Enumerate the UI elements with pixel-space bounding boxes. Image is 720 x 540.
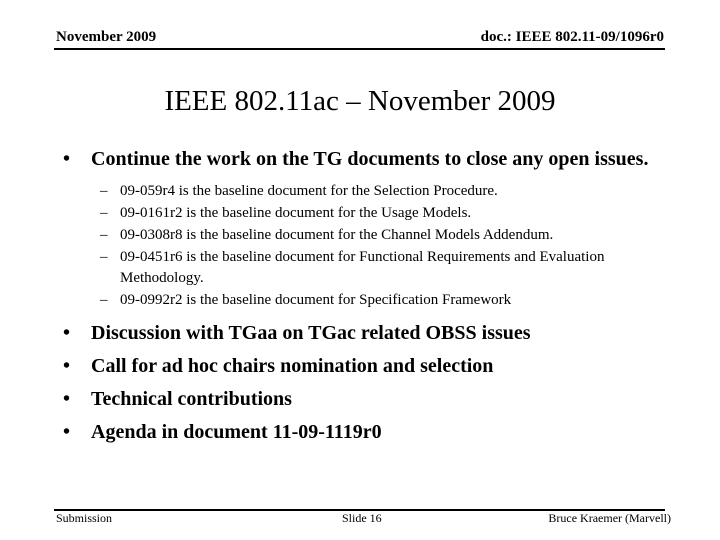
bullet-marker: • bbox=[63, 148, 71, 170]
bullet-text: Continue the work on the TG documents to close any open issues. bbox=[91, 148, 649, 170]
sub-bullet-item bbox=[100, 225, 680, 246]
sub-bullet-marker: – bbox=[100, 183, 108, 199]
bullet-item bbox=[60, 320, 680, 346]
bullet-marker: • bbox=[63, 421, 71, 443]
bullet-item bbox=[60, 386, 680, 412]
footer-slide-number: Slide 16 bbox=[342, 511, 382, 525]
sub-bullet-marker: – bbox=[100, 291, 108, 308]
sub-bullet-item bbox=[100, 247, 680, 288]
bullet-item bbox=[60, 146, 680, 172]
slide-title: IEEE 802.11ac – November 2009 bbox=[164, 85, 556, 117]
sub-bullet-item bbox=[100, 181, 680, 202]
sub-bullet-text: 09-0451r6 is the baseline document for Functional Requirements and Evaluation Methodology. bbox=[120, 249, 605, 286]
bullet-text: Technical contributions bbox=[91, 388, 292, 410]
sub-bullet-text: 09-059r4 is the baseline document for the Selection Procedure. bbox=[120, 183, 498, 199]
footer-submission: Submission bbox=[56, 511, 113, 525]
bullet-text: Discussion with TGaa on TGac related OBSS issues bbox=[91, 322, 531, 344]
header-doc-id: doc.: IEEE 802.11-09/1096r0 bbox=[480, 29, 664, 45]
sub-bullet-item bbox=[100, 290, 680, 311]
header-date: November 2009 bbox=[56, 29, 157, 45]
bullet-text: Call for ad hoc chairs nomination and selection bbox=[91, 355, 494, 377]
sub-bullet-text: 09-0992r2 is the baseline document for Specification Framework bbox=[120, 291, 512, 308]
bullet-text: Agenda in document 11-09-1119r0 bbox=[91, 421, 382, 443]
footer-author: Bruce Kraemer (Marvell) bbox=[548, 511, 671, 525]
sub-bullet-item bbox=[100, 203, 680, 224]
sub-bullet-marker: – bbox=[100, 249, 108, 265]
bullet-item bbox=[60, 419, 680, 445]
sub-bullet-text: 09-0161r2 is the baseline document for the Usage Models. bbox=[120, 205, 472, 221]
bullet-marker: • bbox=[63, 322, 71, 344]
bullet-list bbox=[60, 320, 680, 445]
header-divider bbox=[54, 48, 665, 50]
bullet-marker: • bbox=[63, 355, 71, 377]
sub-bullet-text: 09-0308r8 is the baseline document for the Channel Models Addendum. bbox=[120, 227, 554, 243]
sub-bullet-marker: – bbox=[100, 205, 108, 221]
slide-body bbox=[60, 146, 680, 452]
sub-bullet-marker: – bbox=[100, 227, 108, 243]
bullet-item bbox=[60, 353, 680, 379]
sub-bullet-list bbox=[100, 181, 680, 310]
bullet-marker: • bbox=[63, 388, 71, 410]
